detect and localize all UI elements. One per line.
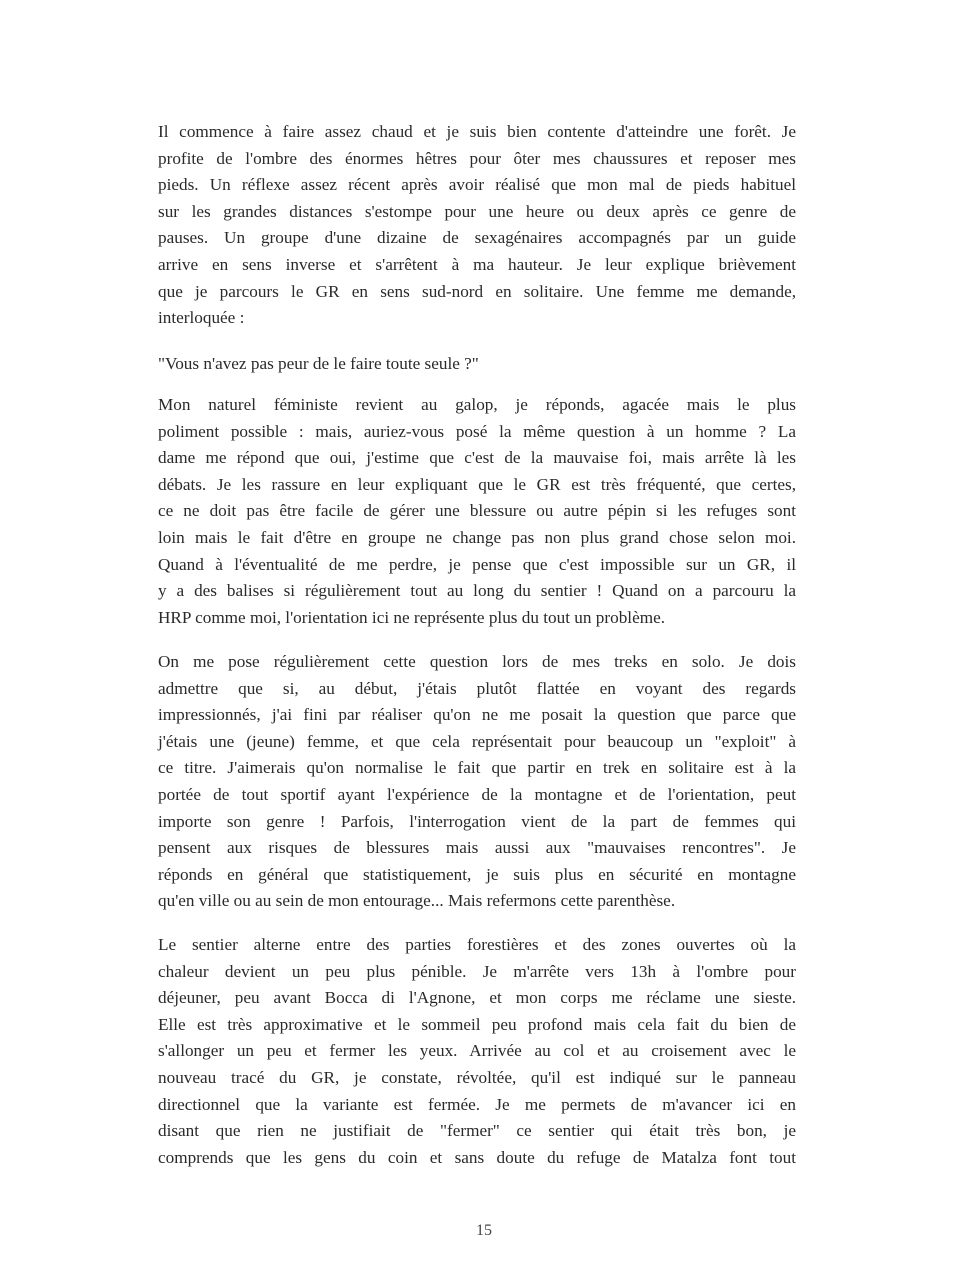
paragraph-1 <box>158 119 796 332</box>
text-line: comprends que les gens du coin et sans doute du refuge de Matalza font tout <box>158 1147 796 1167</box>
text-line: On me pose régulièrement cette question lors de mes treks en solo. Je dois <box>158 652 796 671</box>
paragraph-5 <box>158 932 796 1171</box>
text-line: portée de tout sportif ayant l'expérience de la montagne et de l'orientation, peut <box>158 784 796 804</box>
text-line: Il commence à faire assez chaud et je suis bien contente d'atteindre une forêt. Je <box>158 122 796 141</box>
paragraph-4 <box>158 649 796 915</box>
text-line: Quand à l'éventualité de me perdre, je pense que c'est impossible sur un GR, il <box>158 554 796 574</box>
paragraph-2-quote <box>158 351 796 378</box>
text-line: déjeuner, peu avant Bocca di l'Agnone, et mon corps me réclame une sieste. <box>158 988 796 1008</box>
text-line: chaleur devient un peu plus pénible. Je m'arrête vers 13h à l'ombre pour <box>158 961 796 981</box>
text-line: y a des balises si régulièrement tout au long du sentier ! Quand on a parcouru la <box>158 581 796 601</box>
text-line: pauses. Un groupe d'une dizaine de sexagénaires accompagnés par un guide <box>158 228 796 248</box>
text-line: arrive en sens inverse et s'arrêtent à ma hauteur. Je leur explique brièvement <box>158 254 796 274</box>
text-line: loin mais le fait d'être en groupe ne change pas non plus grand chose selon moi. <box>158 527 796 547</box>
text-line: sur les grandes distances s'estompe pour une heure ou deux après ce genre de <box>158 201 796 221</box>
text-line: nouveau tracé du GR, je constate, révoltée, qu'il est indiqué sur le panneau <box>158 1067 796 1087</box>
text-line: Elle est très approximative et le sommeil peu profond mais cela fait du bien de <box>158 1014 796 1034</box>
text-line: directionnel que la variante est fermée. Je me permets de m'avancer ici en <box>158 1094 796 1114</box>
text-line: disant que rien ne justifiait de "fermer" ce sentier qui était très bon, je <box>158 1121 796 1141</box>
text-line: ce titre. J'aimerais qu'on normalise le fait que partir en trek en solitaire est à la <box>158 758 796 778</box>
text-line: admettre que si, au début, j'étais plutôt flattée en voyant des regards <box>158 678 796 698</box>
text-line: interloquée : <box>158 308 245 328</box>
text-line: importe son genre ! Parfois, l'interrogation vient de la part de femmes qui <box>158 811 796 831</box>
text-line: "Vous n'avez pas peur de le faire toute seule ?" <box>158 354 479 373</box>
text-line: profite de l'ombre des énormes hêtres pour ôter mes chaussures et reposer mes <box>158 148 796 168</box>
text-line: s'allonger un peu et fermer les yeux. Arrivée au col et au croisement avec le <box>158 1041 796 1061</box>
text-line: Mon naturel féministe revient au galop, je réponds, agacée mais le plus <box>158 395 796 414</box>
text-line: pieds. Un réflexe assez récent après avoir réalisé que mon mal de pieds habituel <box>158 175 796 195</box>
text-line: réponds en général que statistiquement, je suis plus en sécurité en montagne <box>158 864 796 884</box>
text-line: ce ne doit pas être facile de gérer une blessure ou autre pépin si les refuges sont <box>158 501 796 521</box>
text-line: débats. Je les rassure en leur expliquant que le GR est très fréquenté, que certes, <box>158 474 796 494</box>
text-line: Le sentier alterne entre des parties forestières et des zones ouvertes où la <box>158 935 796 954</box>
text-line: HRP comme moi, l'orientation ici ne représente plus du tout un problème. <box>158 607 665 627</box>
text-line: pensent aux risques de blessures mais aussi aux "mauvaises rencontres". Je <box>158 838 796 858</box>
text-line: qu'en ville ou au sein de mon entourage... Mais refermons cette parenthèse. <box>158 891 676 911</box>
text-line: que je parcours le GR en sens sud-nord en solitaire. Une femme me demande, <box>158 281 796 301</box>
page-number: 15 <box>476 1222 492 1239</box>
text-line: j'étais une (jeune) femme, et que cela représentait pour beaucoup un "exploit" à <box>158 731 796 751</box>
text-line: impressionnés, j'ai fini par réaliser qu'on ne me posait la question que parce que <box>158 705 796 725</box>
text-line: dame me répond que oui, j'estime que c'est de la mauvaise foi, mais arrête là les <box>158 448 796 468</box>
text-line: poliment possible : mais, auriez-vous posé la même question à un homme ? La <box>158 421 796 441</box>
paragraph-3 <box>158 392 796 631</box>
